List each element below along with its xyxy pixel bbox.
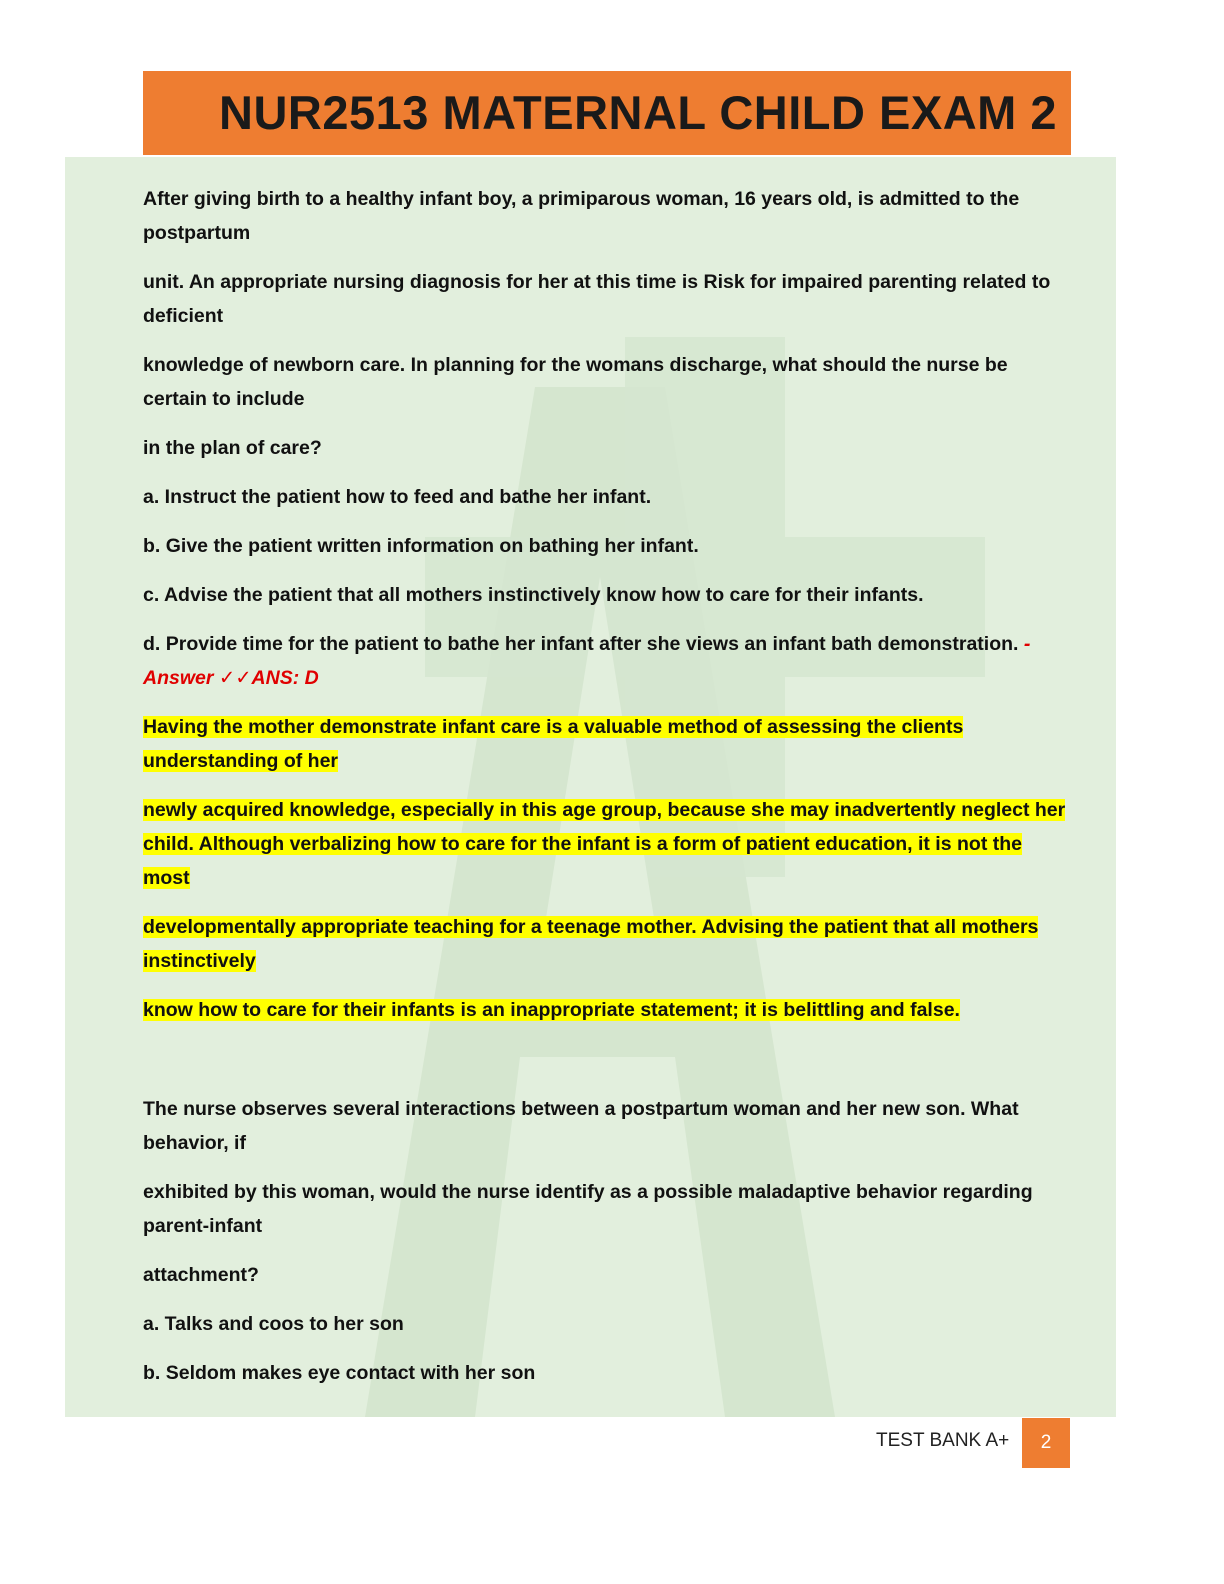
page-number: 2 (1022, 1418, 1070, 1468)
q1-rationale-2 (143, 793, 1073, 895)
q1-stem-line-3: knowledge of newborn care. In planning for the womans discharge, what should the nurse be certain to include (143, 354, 1008, 410)
page-title: NUR2513 MATERNAL CHILD EXAM 2 (219, 86, 1057, 139)
q2-stem-line-2: exhibited by this woman, would the nurse identify as a possible maladaptive behavior regarding parent-infant (143, 1181, 1033, 1237)
q1-rationale-4 (143, 993, 1073, 1027)
q2-stem-line-3: attachment? (143, 1264, 259, 1286)
q1-option-a: a. Instruct the patient how to feed and bathe her infant. (143, 486, 652, 508)
q1-stem-line-1: After giving birth to a healthy infant boy, a primiparous woman, 16 years old, is admitted to the postpartum (143, 188, 1020, 244)
q1-option-d-text: d. Provide time for the patient to bathe her infant after she views an infant bath demonstration. (143, 633, 1019, 655)
q1-option-c: c. Advise the patient that all mothers instinctively know how to care for their infants. (143, 584, 924, 606)
q1-stem-line-2: unit. An appropriate nursing diagnosis for her at this time is Risk for impaired parenting related to deficient (143, 271, 1051, 327)
q2-option-b: b. Seldom makes eye contact with her son (143, 1362, 536, 1384)
rationale-highlight: Having the mother demonstrate infant care is a valuable method of assessing the clients understanding of her (143, 716, 964, 772)
footer-label: TEST BANK A+ (876, 1430, 1010, 1451)
question-spacer (143, 1042, 1073, 1092)
q1-answer: - Answer ✓✓ANS: D (143, 633, 1031, 689)
q2-stem-line-1: The nurse observes several interactions between a postpartum woman and her new son. What behavior, if (143, 1098, 1019, 1154)
rationale-highlight: developmentally appropriate teaching for a teenage mother. Advising the patient that all mothers instinctively (143, 916, 1039, 972)
q1-option-b: b. Give the patient written information on bathing her infant. (143, 535, 699, 557)
q1-rationale-3 (143, 910, 1073, 978)
header-banner (143, 71, 1071, 155)
rationale-highlight: newly acquired knowledge, especially in this age group, because she may inadvertently neglect her child. Although verbalizing how to care for the infant is a form of patient education, it is not the most (143, 799, 1066, 889)
q1-rationale-1 (143, 710, 1073, 778)
q2-option-a: a. Talks and coos to her son (143, 1313, 404, 1335)
q1-option-d (143, 627, 1073, 695)
rationale-highlight: know how to care for their infants is an inappropriate statement; it is belittling and false. (143, 999, 960, 1021)
q1-stem-line-4: in the plan of care? (143, 437, 322, 459)
question-content (143, 182, 1073, 1405)
